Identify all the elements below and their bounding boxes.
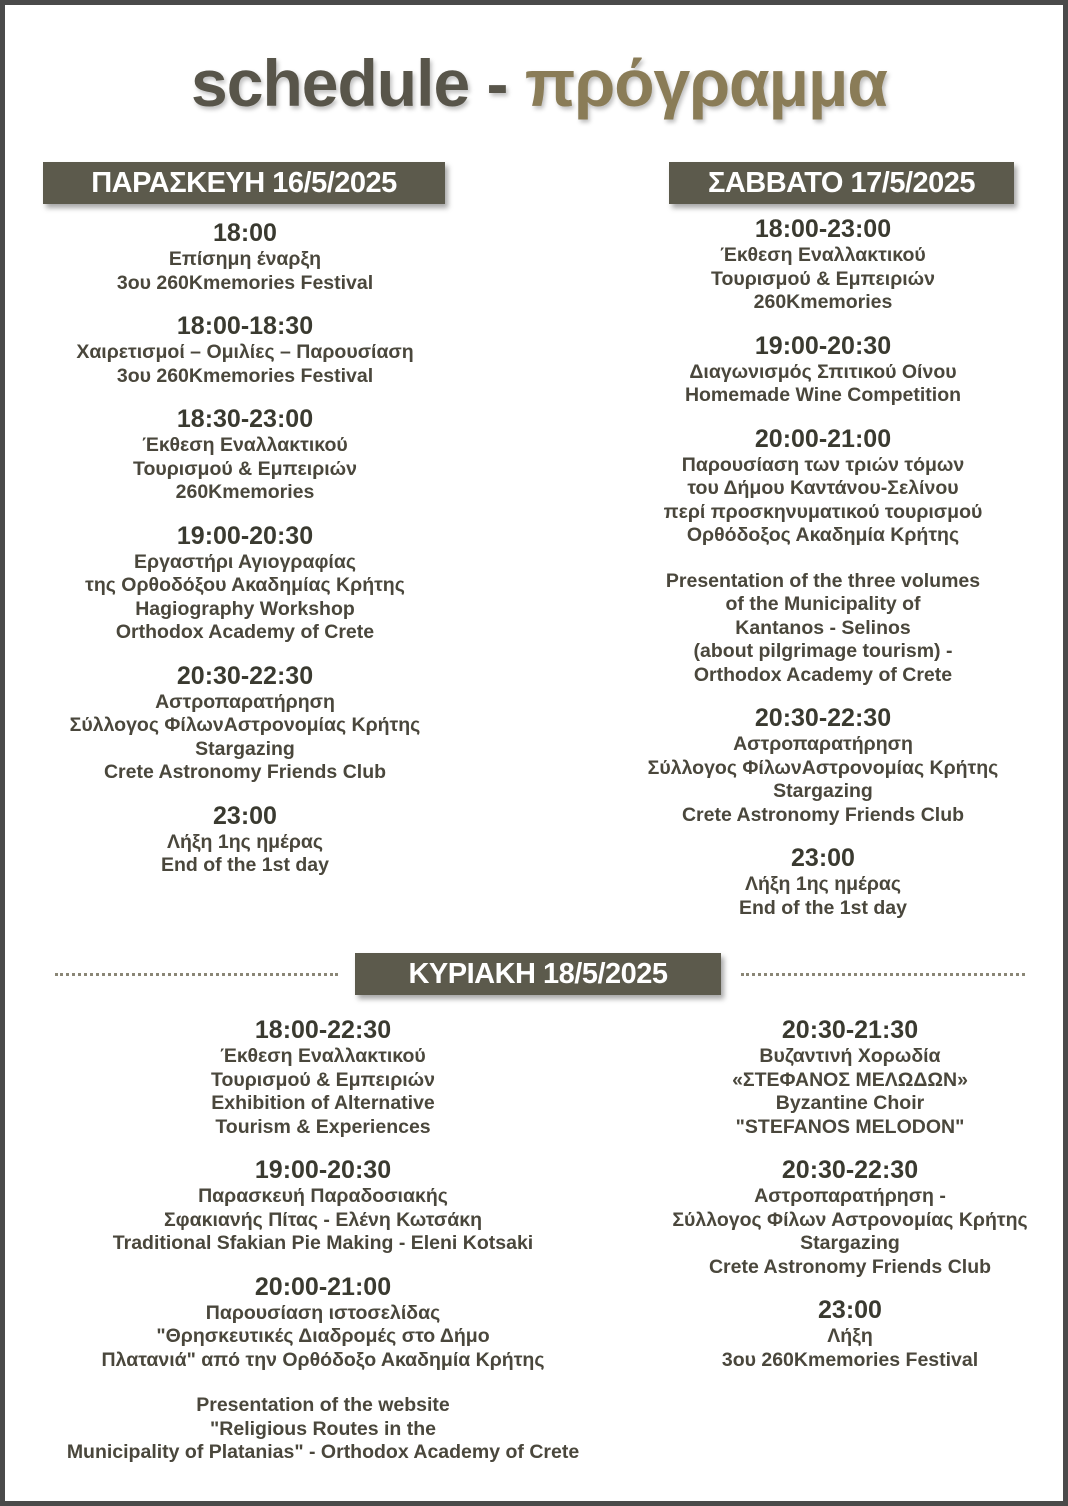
event-time: 20:30-21:30 — [781, 1016, 919, 1044]
schedule-event — [25, 802, 465, 878]
event-line: Crete Astronomy Friends Club — [708, 1255, 992, 1278]
event-line: Ορθόδοξος Ακαδημία Κρήτης — [686, 524, 960, 546]
friday-events — [25, 219, 465, 895]
schedule-event — [603, 844, 1043, 920]
schedule-event — [603, 215, 1043, 315]
divider-left — [55, 973, 338, 976]
event-line-english: Kantanos - Selinos — [735, 616, 911, 639]
event-line: Έκθεση Εναλλακτικού — [142, 434, 348, 456]
event-line: Παρασκευή Παραδοσιακής — [198, 1185, 448, 1207]
event-line: Λήξη 1ης ημέρας — [166, 830, 324, 853]
event-line: Exhibition of Alternative — [211, 1092, 435, 1114]
event-line: Stargazing — [195, 737, 295, 760]
event-line: Αστροπαρατήρηση — [733, 733, 913, 755]
event-line-english: "Religious Routes in the — [210, 1417, 436, 1440]
event-line: Πλατανιά" από την Ορθόδοξο Ακαδημία Κρήτης — [101, 1348, 545, 1371]
schedule-event — [25, 662, 465, 785]
event-time: 20:00-21:00 — [754, 424, 892, 453]
event-line: Byzantine Choir — [775, 1092, 925, 1114]
event-time: 23:00 — [818, 1296, 882, 1324]
event-time: 23:00 — [213, 801, 277, 830]
event-time: 18:00-18:30 — [176, 312, 314, 340]
divider-right — [741, 973, 1025, 976]
day-header-friday: ΠΑΡΑΣΚΕΥΗ 16/5/2025 — [43, 162, 445, 204]
event-line: Παρουσίαση ιστοσελίδας — [205, 1301, 441, 1324]
event-line: της Ορθοδόξου Ακαδημίας Κρήτης — [85, 574, 405, 596]
event-line-english: Municipality of Platanias" - Orthodox Academy of Crete — [66, 1441, 580, 1463]
event-line: Crete Astronomy Friends Club — [681, 803, 965, 826]
event-line: Crete Astronomy Friends Club — [103, 761, 387, 783]
schedule-event — [637, 1156, 1063, 1279]
event-line: Stargazing — [800, 1232, 900, 1254]
event-line: «ΣΤΕΦΑΝΟΣ ΜΕΛΩΔΩΝ» — [732, 1068, 968, 1091]
event-line: Σύλλογος ΦίλωνΑστρονομίας Κρήτης — [69, 714, 421, 736]
schedule-event — [25, 219, 465, 295]
title-english: schedule — [191, 46, 470, 120]
schedule-event — [25, 405, 465, 505]
event-line: 260Kmemories — [753, 291, 893, 313]
event-line: Homemade Wine Competition — [684, 384, 962, 406]
event-time: 19:00-20:30 — [176, 521, 314, 550]
event-line: Σύλλογος ΦίλωνΑστρονομίας Κρήτης — [647, 756, 999, 779]
day-header-sunday: ΚΥΡΙΑΚΗ 18/5/2025 — [355, 953, 721, 995]
event-line-english: Presentation of the website — [196, 1394, 450, 1416]
event-line: Σφακιανής Πίτας - Ελένη Κωτσάκη — [163, 1208, 482, 1231]
event-line: Παρουσίαση των τριών τόμων — [681, 453, 965, 476]
event-line: Stargazing — [773, 780, 873, 802]
event-line: Αστροπαρατήρηση — [155, 690, 335, 713]
schedule-event — [603, 425, 1043, 688]
event-time: 20:30-22:30 — [754, 704, 892, 732]
event-time: 18:00-23:00 — [754, 215, 892, 243]
event-line: Tourism & Experiences — [215, 1115, 431, 1138]
title-greek: πρόγραμμα — [524, 46, 887, 120]
event-line: Τουρισμού & Εμπειριών — [133, 457, 357, 480]
schedule-event — [603, 332, 1043, 408]
event-line-english: (about pilgrimage tourism) - — [693, 640, 953, 662]
event-line: 3ου 260Kmemories Festival — [116, 271, 374, 294]
schedule-event — [637, 1296, 1063, 1372]
event-line: "Θρησκευτικές Διαδρομές στο Δήμο — [156, 1325, 490, 1347]
event-line: Χαιρετισμοί – Ομιλίες – Παρουσίαση — [76, 341, 414, 363]
event-time: 18:00-22:30 — [254, 1016, 392, 1044]
event-line: Αστροπαρατήρηση - — [754, 1185, 946, 1207]
event-line: Orthodox Academy of Crete — [115, 621, 375, 643]
event-line: Έκθεση Εναλλακτικού — [220, 1045, 426, 1067]
event-time: 19:00-20:30 — [254, 1156, 392, 1184]
event-line: End of the 1st day — [739, 896, 907, 919]
event-line: Λήξη — [827, 1325, 873, 1347]
event-line: Λήξη 1ης ημέρας — [744, 873, 902, 895]
schedule-event — [25, 312, 465, 388]
schedule-event — [603, 704, 1043, 827]
event-time: 20:30-22:30 — [781, 1156, 919, 1184]
event-line: του Δήμου Καντάνου-Σελίνου — [687, 477, 959, 499]
event-time: 18:30-23:00 — [176, 405, 314, 433]
saturday-events — [603, 215, 1043, 937]
event-time: 23:00 — [791, 844, 855, 872]
event-line: περί προσκηνυματικού τουρισμού — [663, 500, 983, 523]
schedule-event — [25, 1156, 621, 1256]
event-line: Τουρισμού & Εμπειριών — [711, 267, 935, 290]
schedule-event — [25, 522, 465, 645]
event-time: 20:00-21:00 — [254, 1272, 392, 1301]
event-gap — [603, 548, 1043, 570]
page-title — [5, 45, 1068, 121]
event-line: 260Kmemories — [175, 481, 315, 503]
schedule-event — [25, 1273, 621, 1465]
event-line: Hagiography Workshop — [135, 597, 355, 620]
title-separator: - — [486, 46, 508, 120]
event-gap — [25, 1372, 621, 1394]
event-line: Traditional Sfakian Pie Making - Eleni Kotsaki — [112, 1232, 534, 1254]
event-line-english: Orthodox Academy of Crete — [693, 663, 953, 686]
event-line-english: of the Municipality of — [725, 593, 921, 615]
event-time: 18:00 — [213, 219, 277, 247]
schedule-event — [25, 1016, 621, 1139]
event-time: 20:30-22:30 — [176, 661, 314, 690]
event-line: "STEFANOS MELODON" — [735, 1115, 965, 1138]
event-line: End of the 1st day — [161, 854, 329, 876]
event-line: Σύλλογος Φίλων Αστρονομίας Κρήτης — [672, 1208, 1028, 1231]
day-header-saturday: ΣΑΒΒΑΤΟ 17/5/2025 — [669, 162, 1014, 204]
event-line: Βυζαντινή Χορωδία — [759, 1045, 941, 1067]
event-line: Επίσημη έναρξη — [168, 248, 322, 270]
schedule-event — [637, 1016, 1063, 1139]
event-line: Έκθεση Εναλλακτικού — [720, 244, 926, 266]
event-line: Εργαστήρι Αγιογραφίας — [134, 550, 356, 573]
event-line: 3ου 260Kmemories Festival — [116, 364, 374, 387]
event-time: 19:00-20:30 — [754, 331, 892, 360]
event-line-english: Presentation of the three volumes — [665, 569, 981, 592]
event-line: 3ου 260Kmemories Festival — [721, 1348, 979, 1371]
sunday-events-left — [25, 1016, 621, 1482]
event-line: Τουρισμού & Εμπειριών — [211, 1068, 435, 1091]
event-line: Διαγωνισμός Σπιτικού Οίνου — [689, 360, 957, 383]
sunday-events-right — [637, 1016, 1063, 1389]
